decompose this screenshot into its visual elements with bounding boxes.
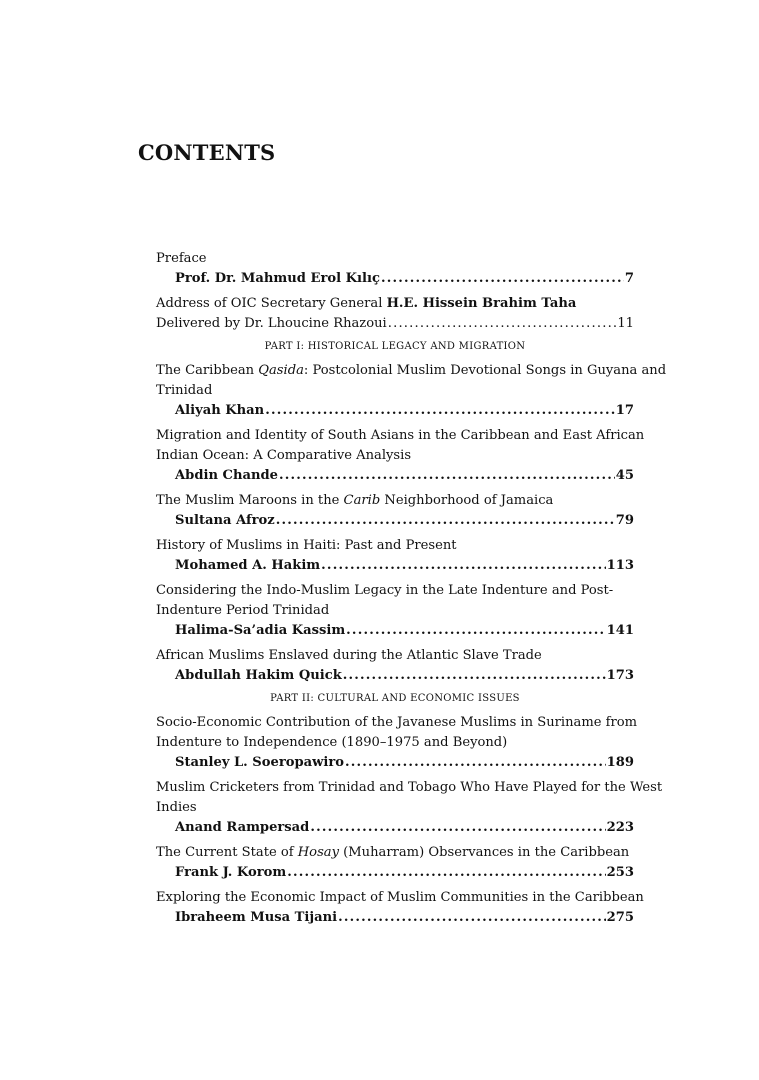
entry-title-cont: Indenture Period Trinidad bbox=[156, 603, 330, 618]
toc-entry[interactable] bbox=[156, 536, 634, 576]
entry-page: 189 bbox=[606, 755, 634, 770]
dot-leader bbox=[345, 753, 606, 773]
entry-author-line bbox=[156, 621, 634, 641]
toc-entry[interactable] bbox=[156, 646, 634, 686]
entry-author: Aliyah Khan bbox=[175, 403, 265, 418]
entry-author-line bbox=[156, 666, 634, 686]
entry-page: 79 bbox=[615, 513, 634, 528]
table-of-contents bbox=[156, 249, 667, 933]
dot-leader bbox=[381, 269, 624, 289]
dot-leader bbox=[287, 863, 605, 883]
dot-leader bbox=[343, 666, 606, 686]
entry-title-bold: H.E. Hissein Brahim Taha bbox=[386, 296, 577, 311]
entry-author-line bbox=[156, 556, 634, 576]
dot-leader bbox=[388, 314, 617, 334]
entry-author-line bbox=[156, 863, 634, 883]
entry-title-cont: Trinidad bbox=[156, 383, 213, 398]
entry-page: 275 bbox=[606, 910, 634, 925]
entry-title bbox=[156, 361, 667, 381]
entry-author: Prof. Dr. Mahmud Erol Kılıç bbox=[175, 271, 380, 286]
entry-author: Abdin Chande bbox=[175, 468, 278, 483]
toc-entry[interactable] bbox=[156, 888, 644, 928]
entry-title-text: Address of OIC Secretary General bbox=[156, 296, 387, 311]
entry-page: 141 bbox=[606, 623, 634, 638]
toc-entry[interactable] bbox=[156, 778, 663, 838]
entry-title-italic: Hosay bbox=[297, 845, 339, 860]
entry-page: 113 bbox=[606, 558, 634, 573]
entry-title-italic: Qasida bbox=[258, 363, 304, 378]
toc-entry[interactable] bbox=[156, 491, 634, 531]
dot-leader bbox=[338, 908, 606, 928]
toc-entry-address[interactable] bbox=[156, 294, 634, 334]
entry-title-text: The Muslim Maroons in the bbox=[156, 493, 344, 508]
entry-author-line bbox=[156, 511, 634, 531]
entry-author-line bbox=[156, 466, 634, 486]
entry-title-cont: Indies bbox=[156, 800, 197, 815]
entry-author: Abdullah Hakim Quick bbox=[175, 668, 342, 683]
entry-title-text: The Current State of bbox=[156, 845, 298, 860]
entry-author: Stanley L. Soeropawiro bbox=[175, 755, 344, 770]
entry-author: Anand Rampersad bbox=[175, 820, 310, 835]
entry-title: Migration and Identity of South Asians in the Caribbean and East African bbox=[156, 428, 645, 443]
dot-leader bbox=[265, 401, 615, 421]
entry-author: Halima-Sa’adia Kassim bbox=[175, 623, 346, 638]
entry-author: Sultana Afroz bbox=[175, 513, 275, 528]
entry-title bbox=[156, 491, 634, 511]
toc-entry[interactable] bbox=[156, 843, 634, 883]
entry-author-line bbox=[156, 314, 634, 334]
entry-page: 223 bbox=[606, 820, 634, 835]
entry-page: 17 bbox=[615, 403, 634, 418]
entry-author-line bbox=[156, 908, 634, 928]
entry-title: African Muslims Enslaved during the Atlantic Slave Trade bbox=[156, 648, 542, 663]
entry-delivered-by: Delivered by Dr. Lhoucine Rhazoui bbox=[156, 316, 387, 331]
entry-title bbox=[156, 843, 634, 863]
page-title: CONTENTS bbox=[138, 140, 276, 165]
entry-author-line bbox=[156, 818, 634, 838]
entry-title: Socio-Economic Contribution of the Javanese Muslims in Suriname from bbox=[156, 715, 638, 730]
entry-title-text: Neighborhood of Jamaica bbox=[380, 493, 554, 508]
part-heading: PART II: CULTURAL AND ECONOMIC ISSUES bbox=[270, 693, 520, 704]
entry-page: 7 bbox=[624, 271, 634, 286]
entry-title-italic: Carib bbox=[343, 493, 381, 508]
toc-entry[interactable] bbox=[156, 426, 645, 486]
dot-leader bbox=[276, 511, 615, 531]
entry-author: Ibraheem Musa Tijani bbox=[175, 910, 338, 925]
toc-entry[interactable] bbox=[156, 581, 634, 641]
entry-author-line bbox=[156, 269, 634, 289]
entry-author: Frank J. Korom bbox=[175, 865, 287, 880]
dot-leader bbox=[321, 556, 605, 576]
toc-entry[interactable] bbox=[156, 713, 638, 773]
dot-leader bbox=[310, 818, 605, 838]
entry-page: 173 bbox=[606, 668, 634, 683]
entry-page: 253 bbox=[606, 865, 634, 880]
entry-title-text: : Postcolonial Muslim Devotional Songs in Guyana and bbox=[303, 363, 667, 378]
entry-title-text: (Muharram) Observances in the Caribbean bbox=[339, 845, 630, 860]
entry-title-cont: Indian Ocean: A Comparative Analysis bbox=[156, 448, 412, 463]
entry-title-cont: Indenture to Independence (1890–1975 and Beyond) bbox=[156, 735, 508, 750]
part-heading: PART I: HISTORICAL LEGACY AND MIGRATION bbox=[264, 341, 526, 352]
entry-author-line bbox=[156, 401, 634, 421]
entry-page: 45 bbox=[615, 468, 634, 483]
entry-author-line bbox=[156, 753, 634, 773]
entry-title: Exploring the Economic Impact of Muslim Communities in the Caribbean bbox=[156, 890, 644, 905]
entry-title: History of Muslims in Haiti: Past and Present bbox=[156, 538, 457, 553]
entry-title bbox=[156, 294, 634, 314]
dot-leader bbox=[346, 621, 605, 641]
entry-title: Considering the Indo-Muslim Legacy in the Late Indenture and Post- bbox=[156, 583, 614, 598]
toc-entry[interactable] bbox=[156, 361, 667, 421]
entry-page: 11 bbox=[617, 316, 634, 331]
dot-leader bbox=[279, 466, 615, 486]
entry-author: Mohamed A. Hakim bbox=[175, 558, 321, 573]
entry-title: Muslim Cricketers from Trinidad and Tobago Who Have Played for the West bbox=[156, 780, 663, 795]
entry-title-text: The Caribbean bbox=[156, 363, 259, 378]
entry-title: Preface bbox=[156, 251, 207, 266]
toc-entry-preface[interactable] bbox=[156, 249, 634, 289]
